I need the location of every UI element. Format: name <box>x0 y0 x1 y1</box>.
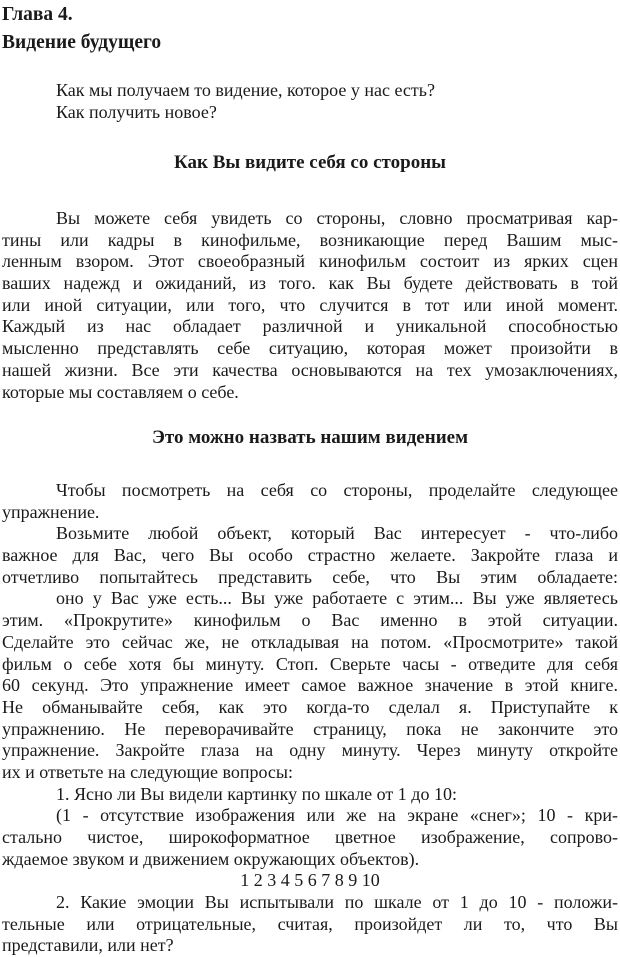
text-line: Чтобы посмотреть на себя со стороны, проделайте следующее <box>56 480 618 500</box>
chapter-title: Видение будущего <box>2 32 162 53</box>
text-line: нашей жизни. Все эти качества основываются на тех умозаключениях, <box>2 359 618 380</box>
text-line: 2. Какие эмоции Вы испытывали по шкале от 1 до 10 - положи- <box>56 892 618 913</box>
section-2-body <box>2 480 618 957</box>
text-line: тины или кадры в кинофильме, возникающие перед Вашим мыс- <box>2 229 618 250</box>
text-line: стально чистое, широкоформатное цветное изображение, сопрово- <box>2 827 618 847</box>
epigraph <box>56 79 435 123</box>
text-line: важное для Вас, чего Вы особо страстно желаете. Закройте глаза и <box>2 545 618 566</box>
epigraph-line: Как получить новое? <box>56 102 217 122</box>
chapter-header <box>2 1 161 57</box>
text-line: Каждый из нас обладает различной и уникальной способностью <box>2 316 618 337</box>
text-line: фильм о себе хотя бы минуту. Стоп. Сверьте часы - отведите для себя <box>2 653 618 674</box>
section-heading-1: Как Вы видите себя со стороны <box>174 152 446 173</box>
text-line: 1. Ясно ли Вы видели картинку по шкале от 1 до 10: <box>56 783 457 804</box>
section-1-body <box>2 208 618 403</box>
chapter-label: Глава 4. <box>2 4 73 25</box>
text-line: ваших надежд и ожиданий, из того. как Вы будете действовать в той <box>2 273 618 294</box>
text-line: отчетливо попытайтесь представить себе, что Вы этим обладаете: <box>2 566 618 587</box>
text-line: или иной ситуации, или того, что случится в тот или иной момент. <box>2 294 618 315</box>
text-line: (1 - отсутствие изображения или же на экране «снег»; 10 - кри- <box>56 805 618 826</box>
text-line: Возьмите любой объект, который Вас интересует - что-либо <box>56 523 618 544</box>
text-line: 60 секунд. Это упражнение имеет самое важное значение в этой книге. <box>2 675 618 696</box>
section-heading-2: Это можно назвать нашим видением <box>151 427 469 448</box>
text-line: представили, или нет? <box>2 935 174 956</box>
text-line: упражнение. <box>2 501 100 522</box>
text-line: Вы можете себя увидеть со стороны, словно просматривая кар- <box>56 208 618 228</box>
epigraph-line: Как мы получаем то видение, которое у нас есть? <box>56 80 435 100</box>
text-line: Не обманывайте себя, как это когда-то сделал я. Приступайте к <box>2 696 618 717</box>
text-line: 1 2 3 4 5 6 7 8 9 10 <box>240 870 380 891</box>
text-line: ждаемое звуком и движением окружающих объектов). <box>2 848 420 869</box>
text-line: ленным взором. Этот своеобразный кинофильм состоит из ярких сцен <box>2 251 618 272</box>
text-line: мысленно представлять себе ситуацию, которая может произойти в <box>2 338 618 359</box>
text-line: которые мы составляем о себе. <box>2 381 239 402</box>
text-line: упражнение. Закройте глаза на одну минуту. Через минуту откройте <box>2 740 618 761</box>
text-line: упражнению. Не переворачивайте страницу, пока не закончите это <box>2 718 618 739</box>
text-line: оно у Вас уже есть... Вы уже работаете с этим... Вы уже являетесь <box>56 588 618 609</box>
text-line: их и ответьте на следующие вопросы: <box>2 761 293 782</box>
text-line: Сделайте это сейчас же, не откладывая на потом. «Просмотрите» такой <box>2 631 618 652</box>
text-line: тельные или отрицательные, считая, произойдет ли то, что Вы <box>2 913 618 934</box>
text-line: этим. «Прокрутите» кинофильм о Вас именно в этой ситуации. <box>2 610 618 631</box>
